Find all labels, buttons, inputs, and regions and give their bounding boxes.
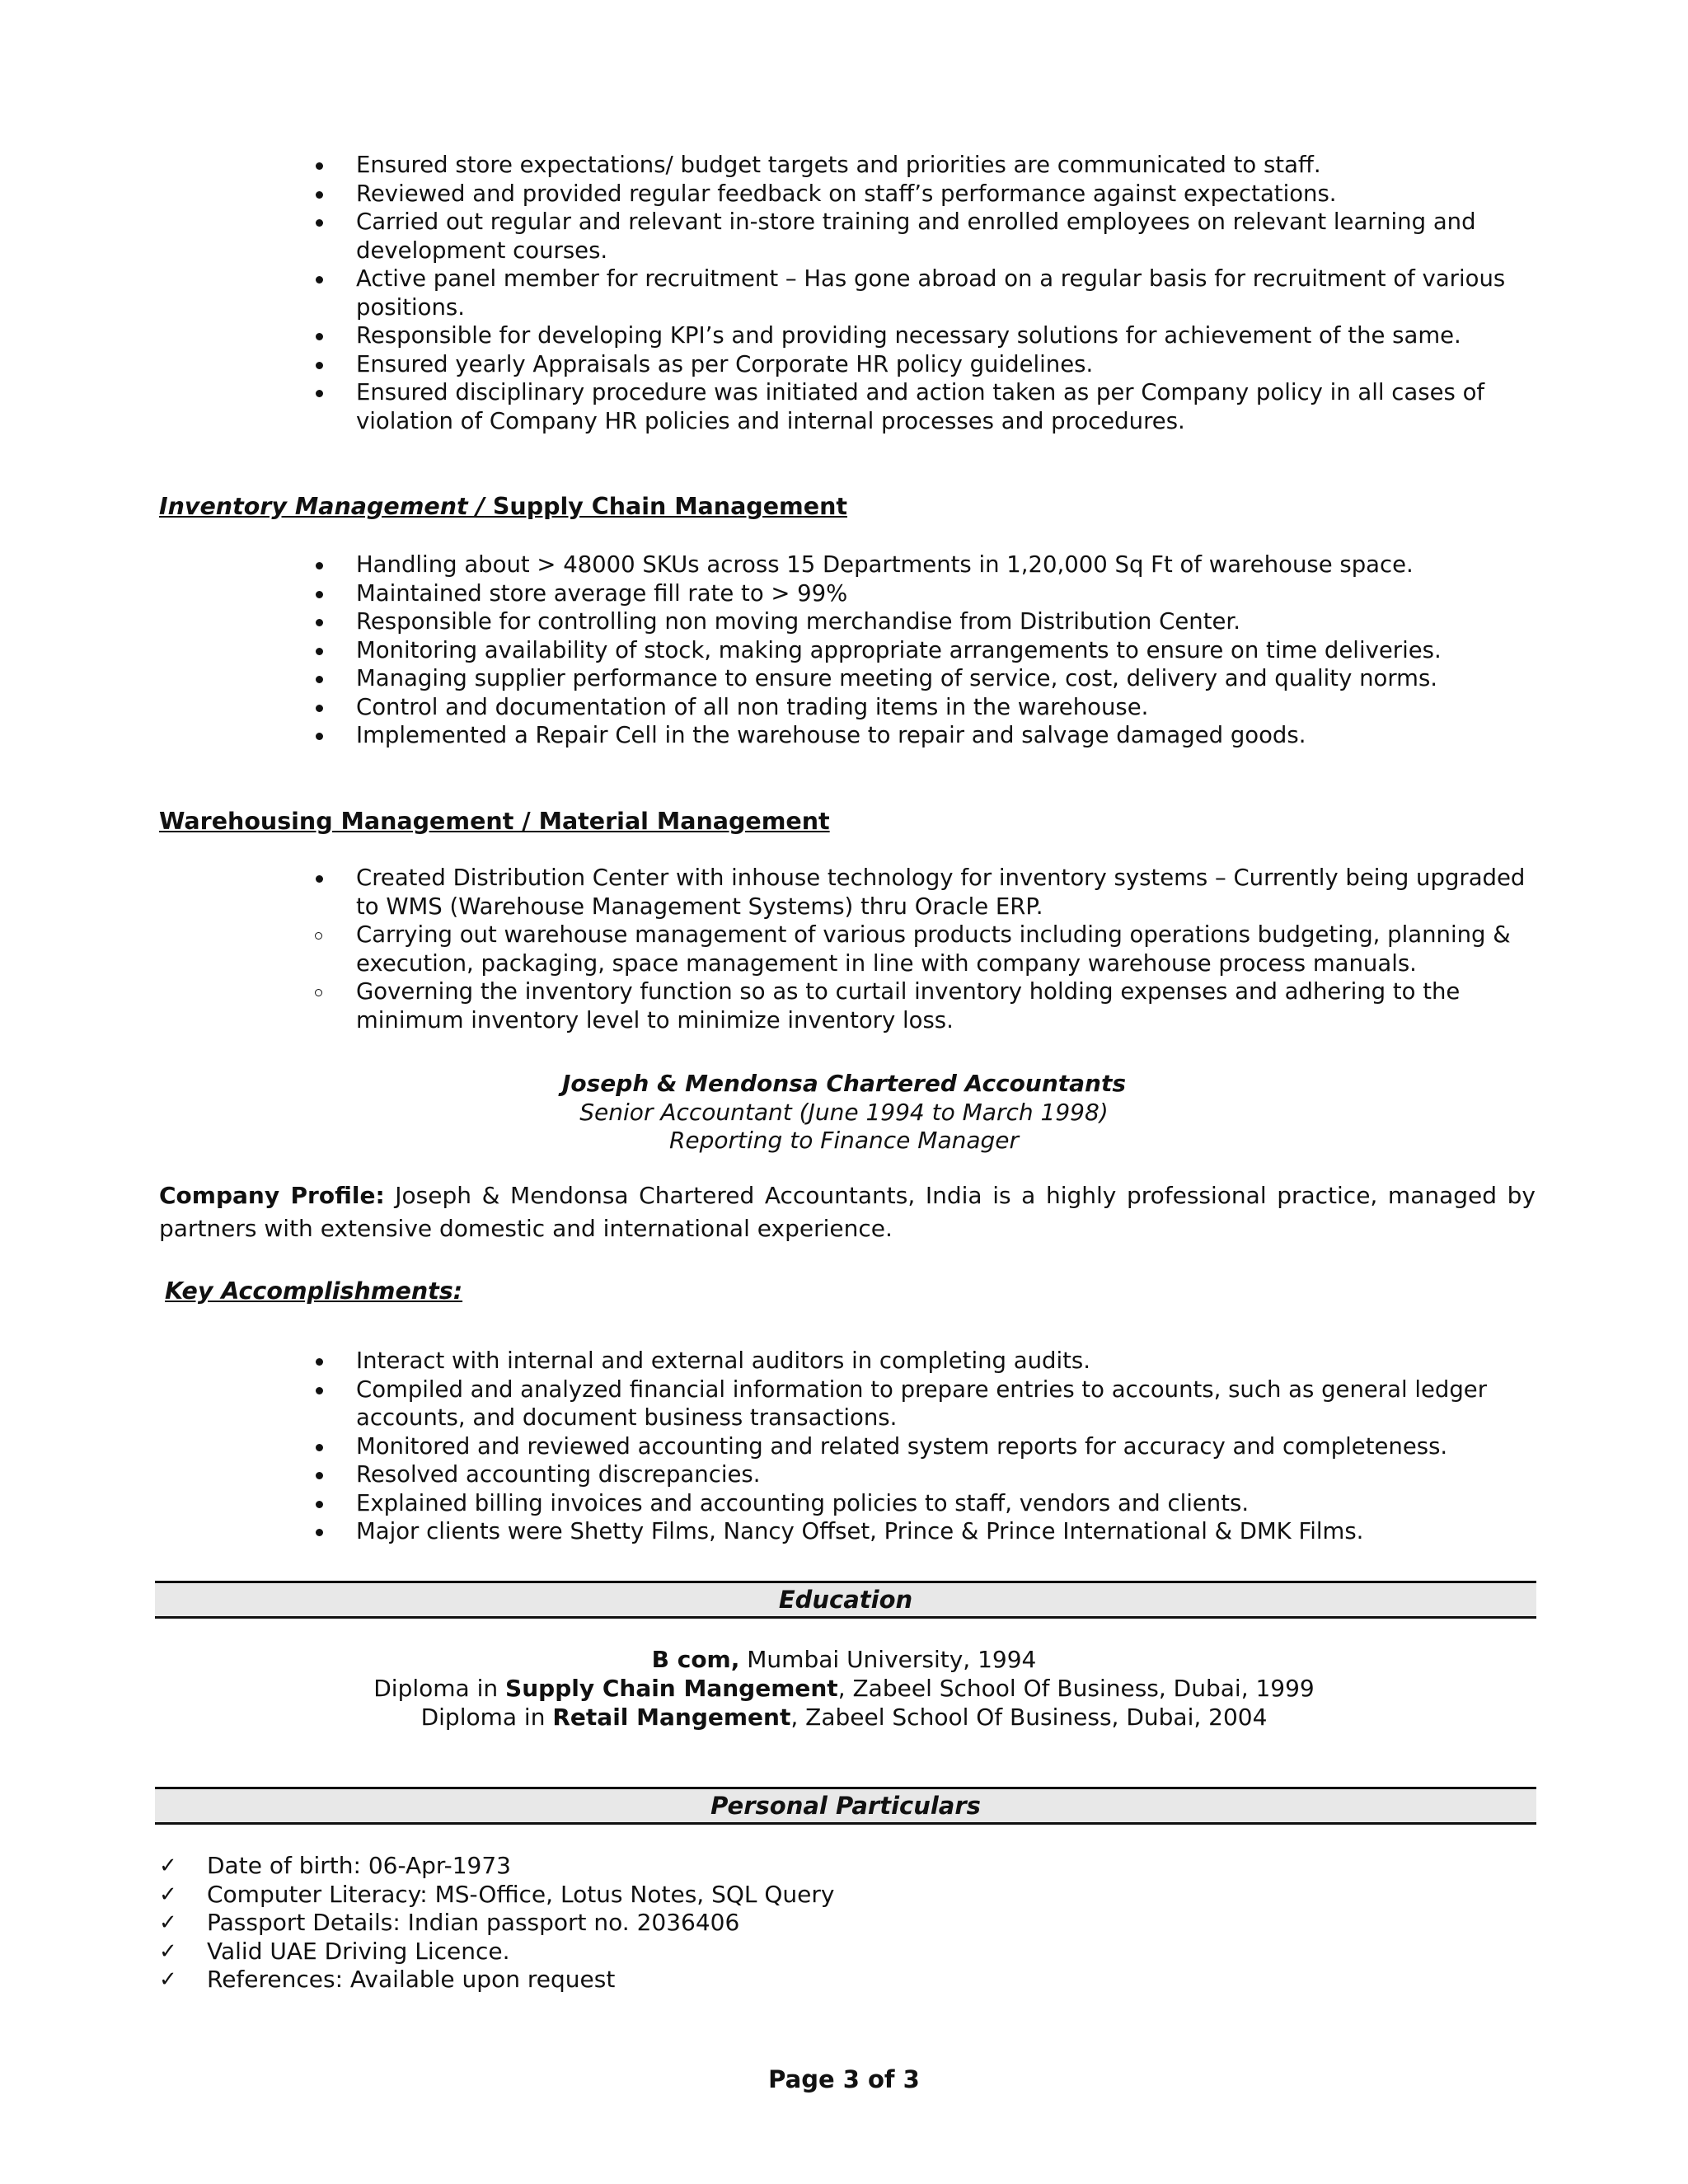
list-item: ✓ References: Available upon request (159, 1966, 616, 1993)
list-item: Governing the inventory function so as to curtail inventory holding expenses and adhering to the minimum inventory level to minimize inventory loss. (356, 978, 1461, 1033)
list-item: Responsible for developing KPI’s and providing necessary solutions for achievement of the same. (356, 322, 1461, 349)
list-item: Implemented a Repair Cell in the warehouse to repair and salvage damaged goods. (356, 722, 1306, 748)
list-item: Carried out regular and relevant in-store training and enrolled employees on relevant learning and development courses. (356, 209, 1476, 264)
hr-responsibilities-list (313, 151, 1541, 435)
checkmark-icon: ✓ (159, 1882, 177, 1907)
education-item: B com, Mumbai University, 1994 (651, 1646, 1037, 1673)
warehousing-list (313, 864, 1541, 1034)
personal-section-bar: Personal Particulars (155, 1787, 1536, 1825)
education-section-bar: Education (155, 1581, 1536, 1619)
list-item: Responsible for controlling non moving merchandise from Distribution Center. (356, 608, 1240, 635)
education-list (0, 1645, 1688, 1732)
list-item: Control and documentation of all non trading items in the warehouse. (356, 693, 1149, 720)
page-number: Page 3 of 3 (768, 2065, 920, 2093)
list-item: Maintained store average fill rate to > 99% (356, 579, 848, 607)
list-item: ✓ Date of birth: 06-Apr-1973 (159, 1852, 511, 1879)
list-item: ✓ Computer Literacy: MS-Office, Lotus Notes, SQL Query (159, 1880, 835, 1908)
list-item: Major clients were Shetty Films, Nancy Offset, Prince & Prince International & DMK Films. (356, 1518, 1364, 1544)
list-item: Carrying out warehouse management of various products including operations budgeting, planning & execution, packaging, space management in line with company warehouse process manuals. (356, 921, 1511, 977)
list-item: Active panel member for recruitment – Has gone abroad on a regular basis for recruitment of various positions. (356, 265, 1506, 321)
job-header (0, 1070, 1688, 1155)
employer-name: Joseph & Mendonsa Chartered Accountants (561, 1070, 1127, 1097)
company-profile: Company Profile: Joseph & Mendonsa Chartered Accountants, India is a highly professional practice, managed by partners with extensive domestic and international experience. (159, 1182, 1536, 1242)
list-item: Ensured yearly Appraisals as per Corporate HR policy guidelines. (356, 350, 1094, 377)
list-item: ✓ Passport Details: Indian passport no. 2036406 (159, 1909, 740, 1936)
list-item: Reviewed and provided regular feedback on staff’s performance against expectations. (356, 180, 1337, 207)
job-reporting: Reporting to Finance Manager (668, 1127, 1020, 1154)
list-item: Created Distribution Center with inhouse technology for inventory systems – Currently being upgraded to WMS (Warehouse Management Systems) thru Oracle ERP. (356, 865, 1526, 920)
education-item: Diploma in Retail Mangement, Zabeel School Of Business, Dubai, 2004 (420, 1704, 1268, 1731)
checkmark-icon: ✓ (159, 1938, 177, 1964)
personal-list (159, 1852, 1148, 1994)
checkmark-icon: ✓ (159, 1967, 177, 1992)
job-title: Senior Accountant (June 1994 to March 1998) (579, 1098, 1109, 1126)
list-item: Managing supplier performance to ensure meeting of service, cost, delivery and quality norms. (356, 665, 1438, 691)
list-item: Compiled and analyzed financial information to prepare entries to accounts, such as general ledger accounts, and document business transactions. (356, 1376, 1488, 1431)
list-item: Handling about > 48000 SKUs across 15 Departments in 1,20,000 Sq Ft of warehouse space. (356, 551, 1414, 578)
list-item: Interact with internal and external auditors in completing audits. (356, 1347, 1090, 1374)
education-item: Diploma in Supply Chain Mangement, Zabeel School Of Business, Dubai, 1999 (373, 1675, 1315, 1702)
list-item: Explained billing invoices and accounting policies to staff, vendors and clients. (356, 1489, 1250, 1516)
checkmark-icon: ✓ (159, 1910, 177, 1935)
inventory-section-heading: Inventory Management / Supply Chain Management (159, 493, 847, 520)
key-accomplishments-heading: Key Accomplishments: (165, 1277, 463, 1305)
company-profile-label: Company Profile: (159, 1182, 385, 1209)
accomplishments-list (313, 1347, 1541, 1546)
warehousing-section-heading: Warehousing Management / Material Management (159, 808, 830, 835)
list-item: ✓ Valid UAE Driving Licence. (159, 1937, 510, 1965)
list-item: Monitored and reviewed accounting and related system reports for accuracy and completeness. (356, 1432, 1448, 1460)
list-item: Resolved accounting discrepancies. (356, 1461, 761, 1488)
list-item: Ensured disciplinary procedure was initiated and action taken as per Company policy in all cases of violation of Company HR policies and internal processes and procedures. (356, 379, 1485, 434)
list-item: Monitoring availability of stock, making appropriate arrangements to ensure on time deliveries. (356, 636, 1442, 663)
list-item: Ensured store expectations/ budget targets and priorities are communicated to staff. (356, 152, 1321, 178)
checkmark-icon: ✓ (159, 1854, 177, 1878)
inventory-list (313, 551, 1541, 750)
